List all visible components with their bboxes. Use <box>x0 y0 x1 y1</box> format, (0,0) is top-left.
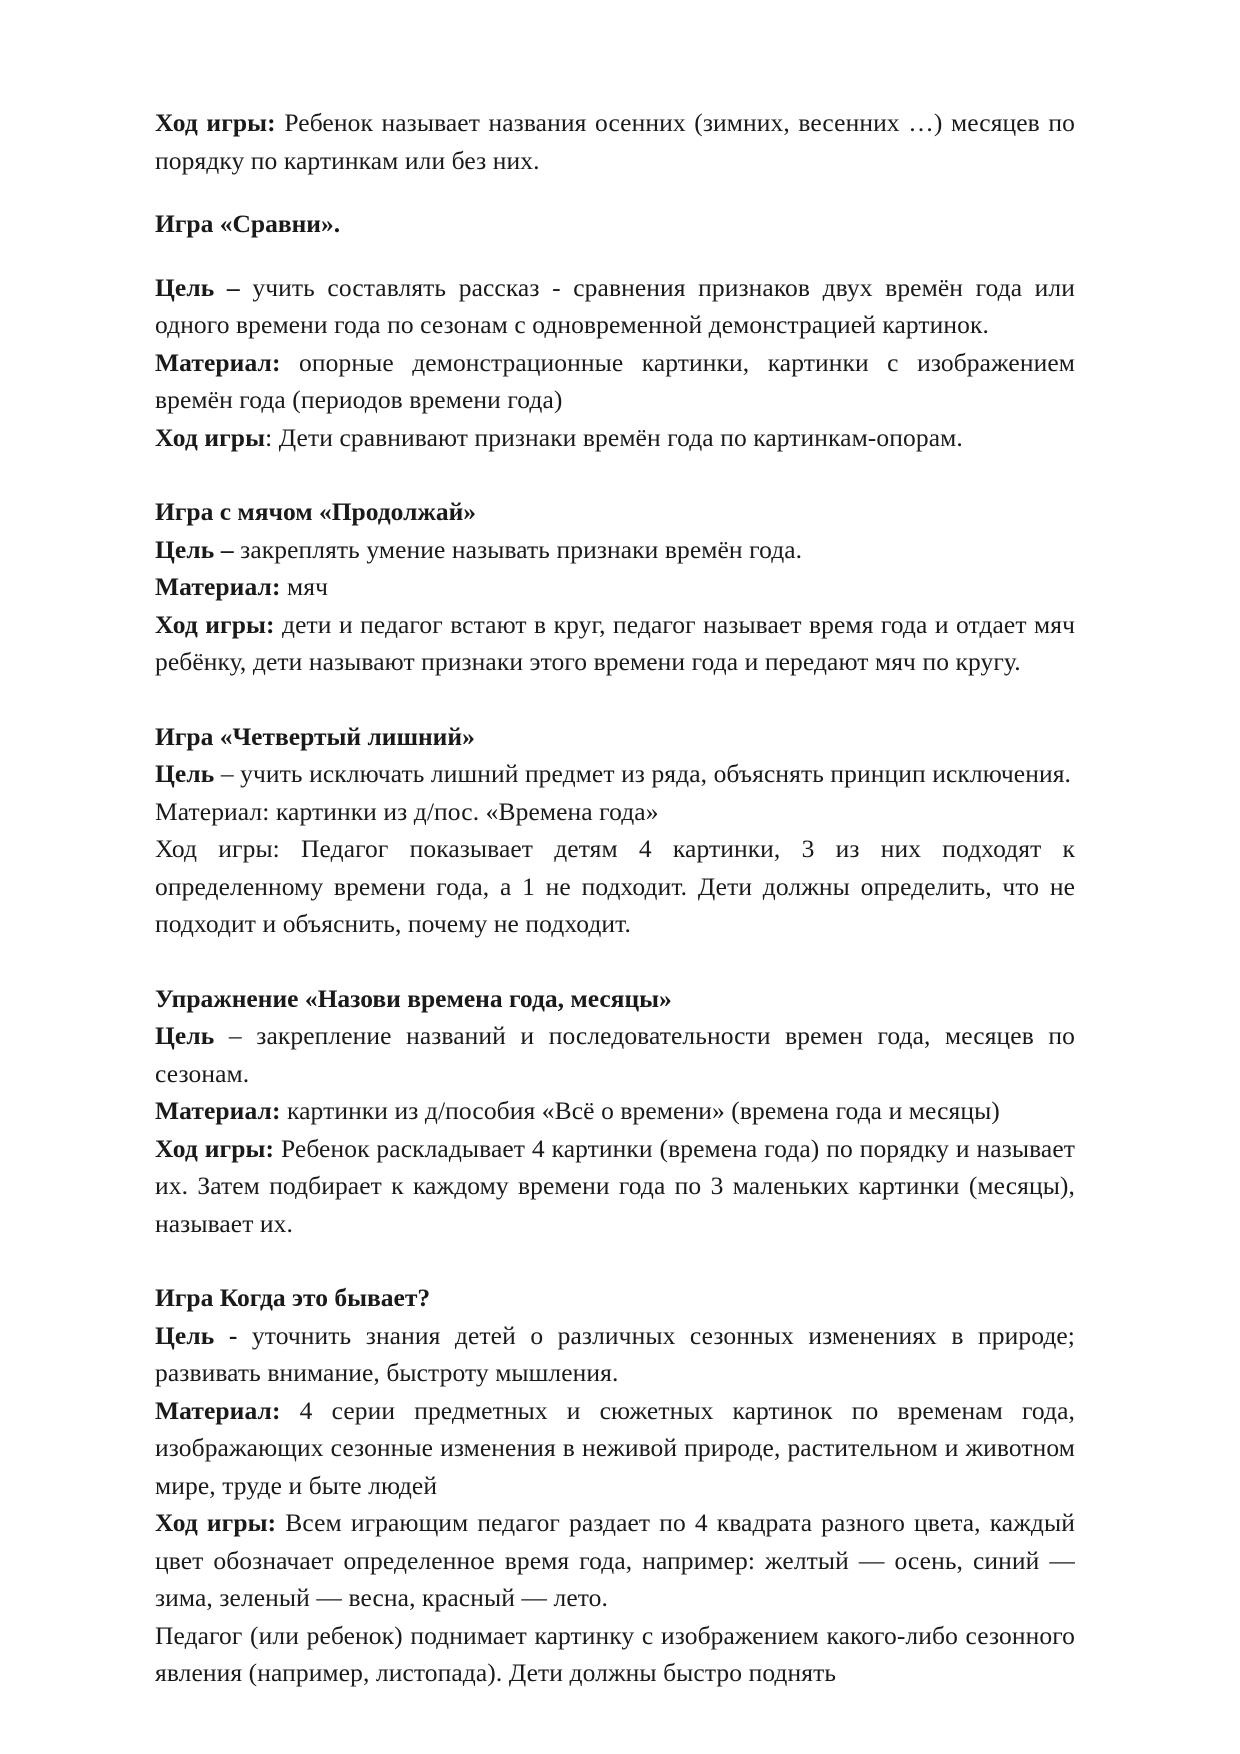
paragraph-text: учить составлять рассказ - сравнения признаков двух времён года или одного времени года по сезонам с одновременной демонстрацией картинок. <box>155 272 1076 339</box>
spacer <box>155 456 1075 493</box>
lead-label-material: Материал: <box>155 1096 281 1125</box>
spacer <box>155 1242 1075 1279</box>
paragraph-kogda-hod-continued <box>155 1617 1075 1692</box>
paragraph-kogda-material <box>155 1392 1075 1505</box>
lead-label-hod-igry: Ход игры: <box>155 1508 277 1537</box>
lead-label-cel: Цель – <box>155 534 234 564</box>
paragraph-chetverty-cel <box>155 755 1075 793</box>
paragraph-text: Материал: картинки из д/пос. «Времена года» <box>155 796 659 826</box>
heading-game-prodolzhay: Игра с мячом «Продолжай» <box>155 497 477 526</box>
lead-label-hod-igry: Ход игры: <box>155 108 276 137</box>
lead-label-hod-igry: Ход игры: <box>155 609 275 639</box>
paragraph-nazovi-cel <box>155 1017 1075 1092</box>
spacer <box>155 243 1075 269</box>
heading-game-sravni: Игра «Сравни». <box>155 209 341 238</box>
lead-label-hod-igry: Ход игры: <box>155 1133 275 1163</box>
paragraph-sravni-cel <box>155 269 1075 344</box>
paragraph-text: 4 серии предметных и сюжетных картинок по временам года, изображающих сезонные изменения в неживой природе, растительном и животном мире, труде и быте людей <box>155 1395 1075 1500</box>
paragraph-text: уточнить знания детей о различных сезонных изменениях в природе; развивать внимание, быстроту мышления. <box>155 1320 1075 1387</box>
paragraph-text: картинки из д/пособия «Всё о времени» (времена года и месяцы) <box>280 1096 1000 1125</box>
heading-game-chetverty-lishniy: Игра «Четвертый лишний» <box>155 721 475 751</box>
paragraph-text: – учить исключать лишний предмет из ряда, объяснять принцип исключения. <box>214 759 1072 788</box>
document-text-body <box>155 104 1075 1692</box>
spacer <box>155 681 1075 718</box>
lead-label-cel: Цель – <box>155 272 240 302</box>
paragraph-nazovi-material <box>155 1092 1075 1130</box>
paragraph-text: Ход игры: Педагог показывает детям 4 картинки, 3 из них подходят к определенному времени года, а 1 не подходит. Дети должны определить, что не подходит и объяснить, почему не подходит. <box>155 834 1075 938</box>
lead-label-cel: Цель - <box>155 1320 238 1350</box>
paragraph-text: мяч <box>280 572 329 601</box>
lead-label-material: Материал: <box>155 347 281 377</box>
lead-label-hod-igry: Ход игры <box>155 422 266 452</box>
paragraph-kogda-hod <box>155 1504 1075 1617</box>
paragraph-text: : Дети сравнивают признаки времён года по картинкам-опорам. <box>265 422 963 452</box>
lead-label-cel: Цель <box>155 759 215 788</box>
paragraph-text: дети и педагог встают в круг, педагог называет время года и отдает мяч ребёнку, дети называют признаки этого времени года и передают мяч по кругу. <box>155 609 1075 676</box>
paragraph-chetverty-hod <box>155 830 1075 943</box>
paragraph-hod-igry-intro <box>155 104 1075 179</box>
paragraph-text: Всем играющим педагог раздает по 4 квадрата разного цвета, каждый цвет обозначает определенное время года, например: желтый — осень, синий — зима, зеленый — весна, красный — лето. <box>155 1508 1075 1612</box>
spacer <box>155 943 1075 980</box>
paragraph-text: Педагог (или ребенок) поднимает картинку с изображением какого-либо сезонного явления (например, листопада). Дети должны быстро поднять <box>155 1620 1075 1687</box>
lead-label-cel: Цель <box>155 1021 215 1050</box>
paragraph-prodolzhay-cel <box>155 531 1075 569</box>
paragraph-kogda-cel <box>155 1317 1075 1392</box>
paragraph-text: – закрепление названий и последовательности времен года, месяцев по сезонам. <box>155 1021 1075 1088</box>
paragraph-sravni-material <box>155 344 1075 419</box>
heading-game-kogda-eto-byvaet: Игра Когда это бывает? <box>155 1283 431 1312</box>
spacer <box>155 179 1075 205</box>
paragraph-prodolzhay-hod <box>155 606 1075 681</box>
paragraph-prodolzhay-material <box>155 568 1075 606</box>
paragraph-nazovi-hod <box>155 1130 1075 1243</box>
heading-exercise-nazovi: Упражнение «Назови времена года, месяцы» <box>155 983 672 1013</box>
paragraph-text: Ребенок называет названия осенних (зимних, весенних …) месяцев по порядку по картинкам или без них. <box>155 108 1075 175</box>
paragraph-chetverty-material <box>155 793 1075 831</box>
lead-label-material: Материал: <box>155 572 281 601</box>
paragraph-text: Ребенок раскладывает 4 картинки (времена года) по порядку и называет их. Затем подбирает к каждому времени года по 3 маленьких картинки (месяцы), называет их. <box>155 1133 1075 1238</box>
paragraph-sravni-hod <box>155 419 1075 457</box>
paragraph-text: закреплять умение называть признаки времён года. <box>233 534 803 564</box>
lead-label-material: Материал: <box>155 1395 281 1425</box>
paragraph-text: опорные демонстрационные картинки, картинки с изображением времён года (периодов времени года) <box>155 347 1075 414</box>
